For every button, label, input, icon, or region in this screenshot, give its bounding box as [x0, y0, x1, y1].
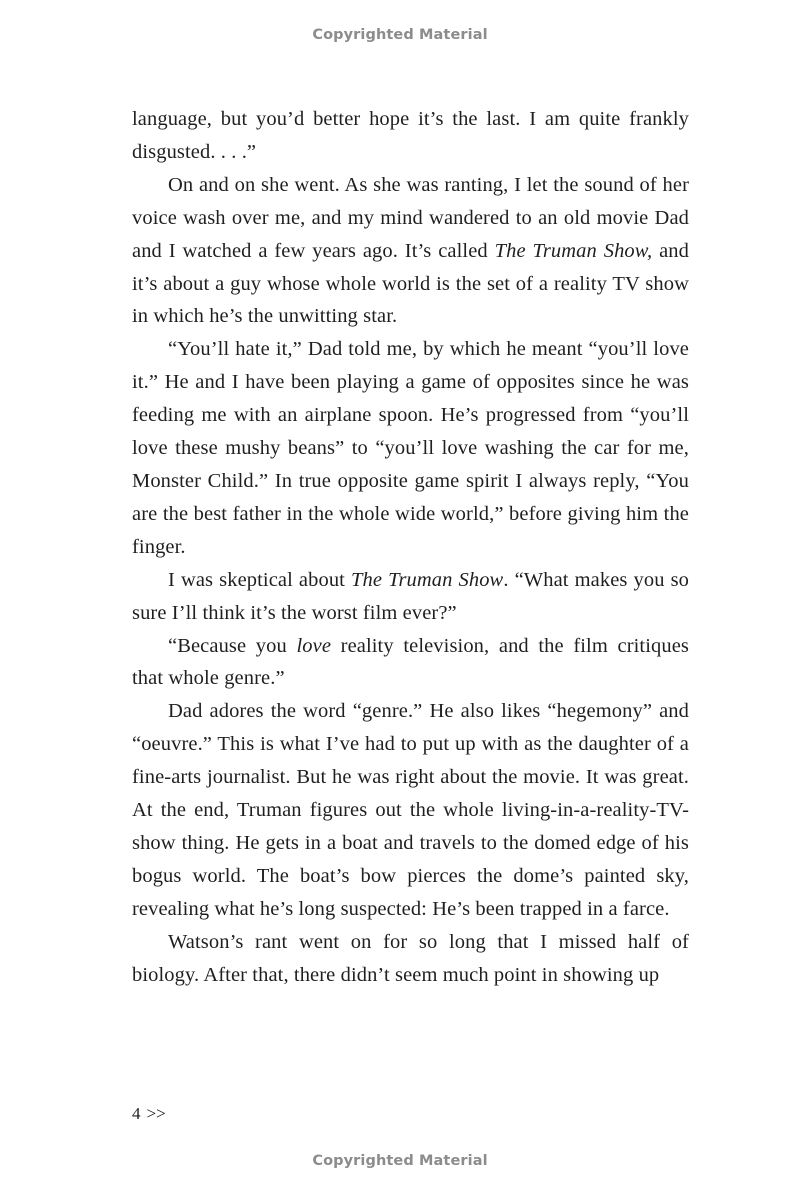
page-footer — [132, 1104, 166, 1124]
page-number: 4 — [132, 1104, 141, 1123]
copyright-watermark-top: Copyrighted Material — [312, 27, 488, 43]
double-arrow-icon: >> — [146, 1104, 166, 1123]
italic-title: The Truman Show, — [494, 239, 653, 262]
paragraph: “Because you love reality television, and the film critiques that whole genre.” — [132, 634, 690, 690]
paragraph: On and on she went. As she was ranting, I let the sound of her voice wash over me, and my mind wandered to an old movie Dad and I watched a few years ago. It’s called The Truman Show, and it’s about a guy whose whole world is the set of a reality TV show in which he’s the unwitting star. — [132, 173, 689, 328]
paragraph: Dad adores the word “genre.” He also likes “hegemony” and “oeuvre.” This is what I’ve had to put up with as the daughter of a fine-arts journalist. But he was right about the movie. It was great. At the end, Truman figures out the whole living-in-a-reality-TV-show thing. He gets in a boat and travels to the domed edge of his bogus world. The boat’s bow pierces the dome’s painted sky, revealing what he’s long suspected: He’s been trapped in a farce. — [132, 700, 689, 920]
paragraph: “You’ll hate it,” Dad told me, by which he meant “you’ll love it.” He and I have been playing a game of opposites since he was feeding me with an airplane spoon. He’s progressed from “you’ll love these mushy beans” to “you’ll love washing the car for me, Monster Child.” In true opposite game spirit I always reply, “You are the best father in the whole wide world,” before giving him the finger. — [132, 338, 689, 558]
copyright-watermark-bottom: Copyrighted Material — [312, 1153, 488, 1169]
paragraph: Watson’s rant went on for so long that I missed half of biology. After that, there didn’t seem much point in showing up — [132, 930, 689, 986]
paragraph: I was skeptical about The Truman Show. “What makes you so sure I’ll think it’s the worst film ever?” — [132, 568, 689, 624]
italic-emphasis: love — [296, 634, 332, 657]
italic-title: The Truman Show — [351, 568, 504, 591]
body-text — [132, 103, 689, 991]
paragraph: language, but you’d better hope it’s the last. I am quite frankly disgusted. . . .” — [132, 108, 689, 163]
